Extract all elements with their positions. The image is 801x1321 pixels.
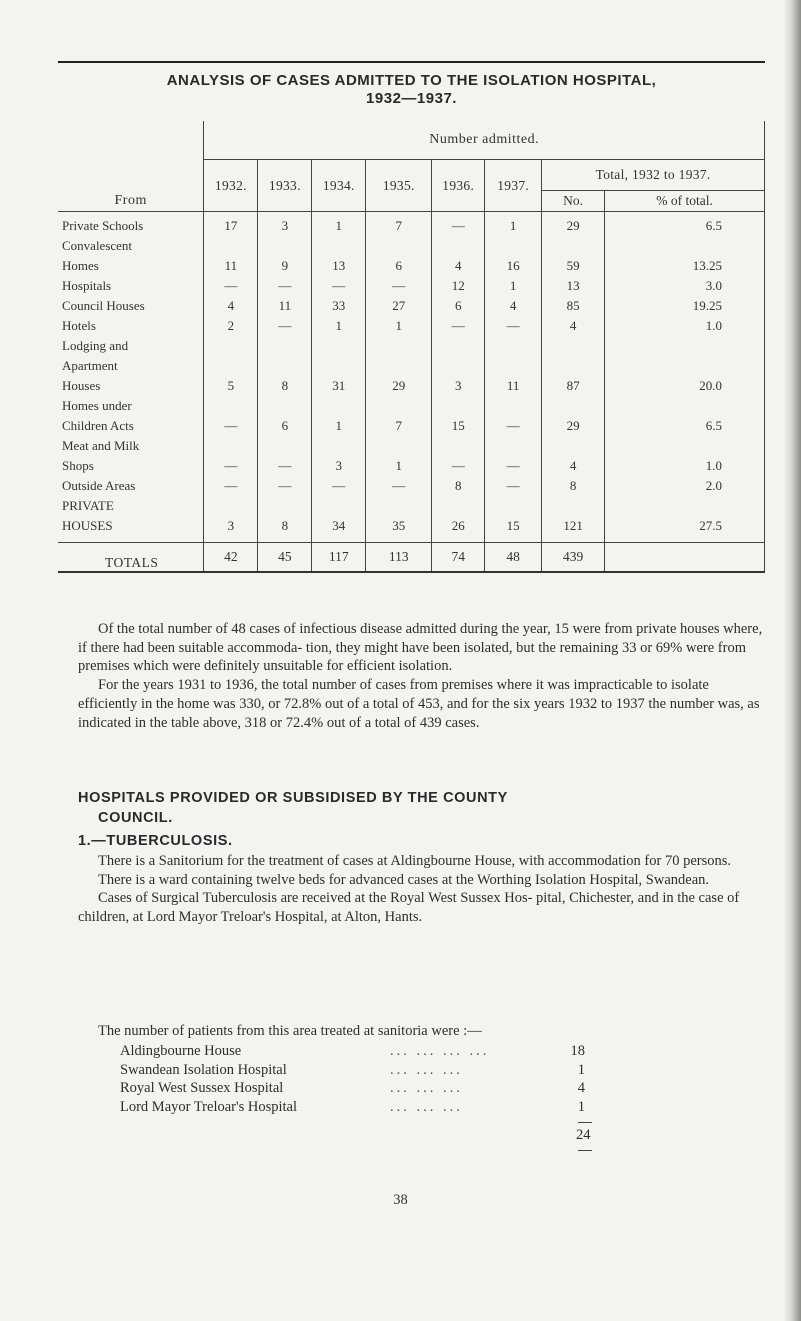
table-cell: 12	[432, 276, 485, 296]
year-header: 1935.	[366, 160, 432, 212]
table-cell: 8	[258, 336, 312, 396]
total-rule-bottom	[578, 1150, 592, 1151]
list-item	[120, 1079, 590, 1098]
table-cell: —	[366, 276, 432, 296]
row-label-line: Hotels	[62, 318, 96, 333]
table-cell: 1	[366, 436, 432, 476]
table-cell: —	[432, 436, 485, 476]
table-cell: —	[485, 396, 542, 436]
total-no-cell: 13	[542, 276, 605, 296]
table-cell: 9	[258, 236, 312, 276]
table-cell: —	[258, 436, 312, 476]
year-header: 1934.	[312, 160, 366, 212]
totals-no: 439	[542, 543, 605, 573]
table-cell: 8	[432, 476, 485, 496]
table-cell: —	[485, 476, 542, 496]
row-label	[58, 476, 204, 496]
table-cell: 8	[258, 496, 312, 543]
patient-count: 18	[570, 1043, 585, 1059]
table-cell: —	[204, 476, 258, 496]
table-cell: —	[366, 476, 432, 496]
total-pct-cell: 1.0	[605, 316, 765, 336]
table-row	[58, 336, 765, 396]
totals-label: TOTALS	[58, 543, 204, 573]
row-label-line: Hospitals	[62, 278, 112, 293]
table-cell: —	[258, 476, 312, 496]
table-body	[58, 212, 765, 543]
patient-count: 4	[577, 1080, 585, 1097]
paragraph: There is a Sanitorium for the treatment of cases at Aldingbourne House, with accommodation for 70 persons.	[98, 853, 732, 869]
table-cell: 1	[312, 396, 366, 436]
no-header: No.	[542, 191, 605, 212]
row-label-line: HOUSES	[62, 518, 113, 533]
row-label-line: Homes under	[62, 398, 132, 413]
table-cell: 31	[312, 336, 366, 396]
total-pct-cell: 27.5	[605, 496, 765, 543]
totals-cell: 117	[312, 543, 366, 573]
row-label-line: Shops	[62, 458, 94, 473]
table-cell: —	[432, 316, 485, 336]
subheading: 1.—TUBERCULOSIS.	[78, 833, 233, 849]
table-cell: 11	[258, 296, 312, 316]
title-line-2: 1932—1937.	[366, 90, 457, 107]
list-item	[120, 1061, 590, 1080]
paragraph: Of the total number of 48 cases of infectious disease admitted during the year, 15 were from private houses where, if there had been suitable accommoda- tion, they might have been isolated, but the remaining 33 or 69% were from premises which were definitely unsuitable for efficient isolation.	[78, 621, 763, 675]
pct-header: % of total.	[605, 191, 765, 212]
table-cell: 35	[366, 496, 432, 543]
table-cell: —	[432, 212, 485, 237]
table-row	[58, 476, 765, 496]
table-cell: 4	[204, 296, 258, 316]
row-label	[58, 436, 204, 476]
table-cell: 4	[485, 296, 542, 316]
total-no-cell: 29	[542, 396, 605, 436]
patients-intro: The number of patients from this area treated at sanitoria were :—	[98, 1023, 482, 1039]
row-label-line: Private Schools	[62, 218, 144, 233]
leader-dots: ... ... ...	[390, 1099, 463, 1116]
year-header: 1932.	[204, 160, 258, 212]
row-label-line: Children Acts	[62, 418, 134, 433]
table-row	[58, 396, 765, 436]
hospital-name: Lord Mayor Treloar's Hospital	[120, 1099, 298, 1116]
list-item	[120, 1042, 590, 1061]
row-label-line: Outside Areas	[62, 478, 136, 493]
totals-cell: 113	[366, 543, 432, 573]
row-label	[58, 396, 204, 436]
title-line-1: ANALYSIS OF CASES ADMITTED TO THE ISOLATION HOSPITAL,	[166, 72, 657, 89]
row-label	[58, 496, 204, 543]
from-header: From	[58, 121, 204, 212]
table-cell: 29	[366, 336, 432, 396]
table-cell: 17	[204, 212, 258, 237]
page-title	[58, 72, 765, 108]
total-pct-cell: 20.0	[605, 336, 765, 396]
table-cell: 1	[312, 212, 366, 237]
table-cell: 34	[312, 496, 366, 543]
total-no-cell: 121	[542, 496, 605, 543]
table-cell: 26	[432, 496, 485, 543]
patient-count: 1	[577, 1099, 585, 1116]
table-cell: 6	[258, 396, 312, 436]
totals-pct	[605, 543, 765, 573]
total-no-cell: 4	[542, 436, 605, 476]
table-row	[58, 436, 765, 476]
table-cell: 7	[366, 212, 432, 237]
table-cell: 11	[204, 236, 258, 276]
table-cell: —	[258, 276, 312, 296]
leader-dots: ... ... ...	[390, 1061, 463, 1078]
paragraph: There is a ward containing twelve beds for advanced cases at the Worthing Isolation Hospital, Swandean.	[98, 871, 710, 888]
top-rule	[58, 61, 765, 63]
paragraph: Cases of Surgical Tuberculosis are received at the Royal West Sussex Hos- pital, Chichester, and in the case of children, at Lord Mayor Treloar's Hospital, at Alton, Hants.	[78, 890, 740, 926]
table-cell: —	[312, 276, 366, 296]
table-row	[58, 276, 765, 296]
totals-cell: 48	[485, 543, 542, 573]
section-heading	[78, 788, 766, 828]
total-header: Total, 1932 to 1937.	[542, 160, 765, 191]
total-pct-cell: 3.0	[605, 276, 765, 296]
totals-cell: 42	[204, 543, 258, 573]
total-pct-cell: 6.5	[605, 396, 765, 436]
row-label-line: Homes	[62, 258, 99, 273]
hospital-name: Aldingbourne House	[120, 1043, 242, 1059]
total-no-cell: 85	[542, 296, 605, 316]
row-label	[58, 276, 204, 296]
leader-dots: ... ... ...	[390, 1080, 463, 1097]
row-label-line: Council Houses	[62, 298, 145, 313]
total-no-cell: 29	[542, 212, 605, 237]
table-cell: 16	[485, 236, 542, 276]
total-pct-cell: 13.25	[605, 236, 765, 276]
row-label-line: Meat and Milk	[62, 438, 140, 453]
row-label-line: Convalescent	[62, 238, 133, 253]
table-cell: 6	[432, 296, 485, 316]
row-label-line: PRIVATE	[62, 498, 114, 513]
table-cell: 13	[312, 236, 366, 276]
row-label-line: Houses	[62, 378, 101, 393]
table-cell: 15	[485, 496, 542, 543]
year-header: 1933.	[258, 160, 312, 212]
totals-row	[58, 543, 765, 573]
total-pct-cell: 19.25	[605, 296, 765, 316]
row-label	[58, 316, 204, 336]
section-heading-line-2: COUNCIL.	[98, 810, 173, 826]
total-no-cell: 4	[542, 316, 605, 336]
table-cell: 3	[312, 436, 366, 476]
table-cell: 3	[258, 212, 312, 237]
page-edge-shadow	[783, 0, 801, 1321]
total-no-cell: 87	[542, 336, 605, 396]
table-cell: 15	[432, 396, 485, 436]
table-cell: 5	[204, 336, 258, 396]
table-cell: 6	[366, 236, 432, 276]
patients-list	[120, 1042, 590, 1117]
list-item	[120, 1098, 590, 1117]
table-cell: 3	[204, 496, 258, 543]
table-cell: 33	[312, 296, 366, 316]
row-label	[58, 296, 204, 316]
table-cell: 1	[366, 316, 432, 336]
total-pct-cell: 2.0	[605, 476, 765, 496]
patients-total: 24	[576, 1127, 591, 1143]
patient-count: 1	[577, 1061, 585, 1078]
table-cell: 2	[204, 316, 258, 336]
row-label-line: Apartment	[62, 358, 118, 373]
total-no-cell: 8	[542, 476, 605, 496]
row-label	[58, 212, 204, 237]
table-row	[58, 212, 765, 237]
tuberculosis-text	[78, 852, 766, 927]
hospital-name: Swandean Isolation Hospital	[120, 1061, 287, 1078]
table-cell: 4	[432, 236, 485, 276]
page-number: 38	[393, 1192, 408, 1208]
row-label	[58, 236, 204, 276]
table-cell: —	[312, 476, 366, 496]
table-cell: 1	[485, 276, 542, 296]
table-cell: —	[204, 396, 258, 436]
totals-cell: 74	[432, 543, 485, 573]
table-row	[58, 296, 765, 316]
number-admitted-header: Number admitted.	[204, 121, 765, 160]
total-pct-cell: 6.5	[605, 212, 765, 237]
table-cell: 11	[485, 336, 542, 396]
row-label-line: Lodging and	[62, 338, 129, 353]
table-row	[58, 496, 765, 543]
analysis-text	[78, 620, 766, 732]
hospital-name: Royal West Sussex Hospital	[120, 1080, 284, 1097]
paragraph: For the years 1931 to 1936, the total number of cases from premises where it was impracticable to isolate efficiently in the home was 330, or 72.8% out of a total of 453, and for the six years 1932 to 1937 the number was, as indicated in the table above, 318 or 72.4% out of a total of 439 cases.	[78, 677, 760, 731]
table-cell: 27	[366, 296, 432, 316]
total-rule-top	[578, 1122, 592, 1123]
total-pct-cell: 1.0	[605, 436, 765, 476]
table-row	[58, 236, 765, 276]
cases-table	[58, 121, 765, 573]
table-cell: —	[204, 436, 258, 476]
leader-dots: ... ... ... ...	[390, 1043, 490, 1059]
table-cell: —	[485, 436, 542, 476]
totals-cell: 45	[258, 543, 312, 573]
table-cell: 1	[485, 212, 542, 237]
table-cell: —	[258, 316, 312, 336]
year-header: 1937.	[485, 160, 542, 212]
table-cell: 1	[312, 316, 366, 336]
total-no-cell: 59	[542, 236, 605, 276]
table-cell: 7	[366, 396, 432, 436]
table-cell: —	[204, 276, 258, 296]
table-row	[58, 316, 765, 336]
row-label	[58, 336, 204, 396]
table-cell: 3	[432, 336, 485, 396]
section-heading-line-1: HOSPITALS PROVIDED OR SUBSIDISED BY THE COUNTY	[78, 790, 508, 806]
table-cell: —	[485, 316, 542, 336]
year-header: 1936.	[432, 160, 485, 212]
